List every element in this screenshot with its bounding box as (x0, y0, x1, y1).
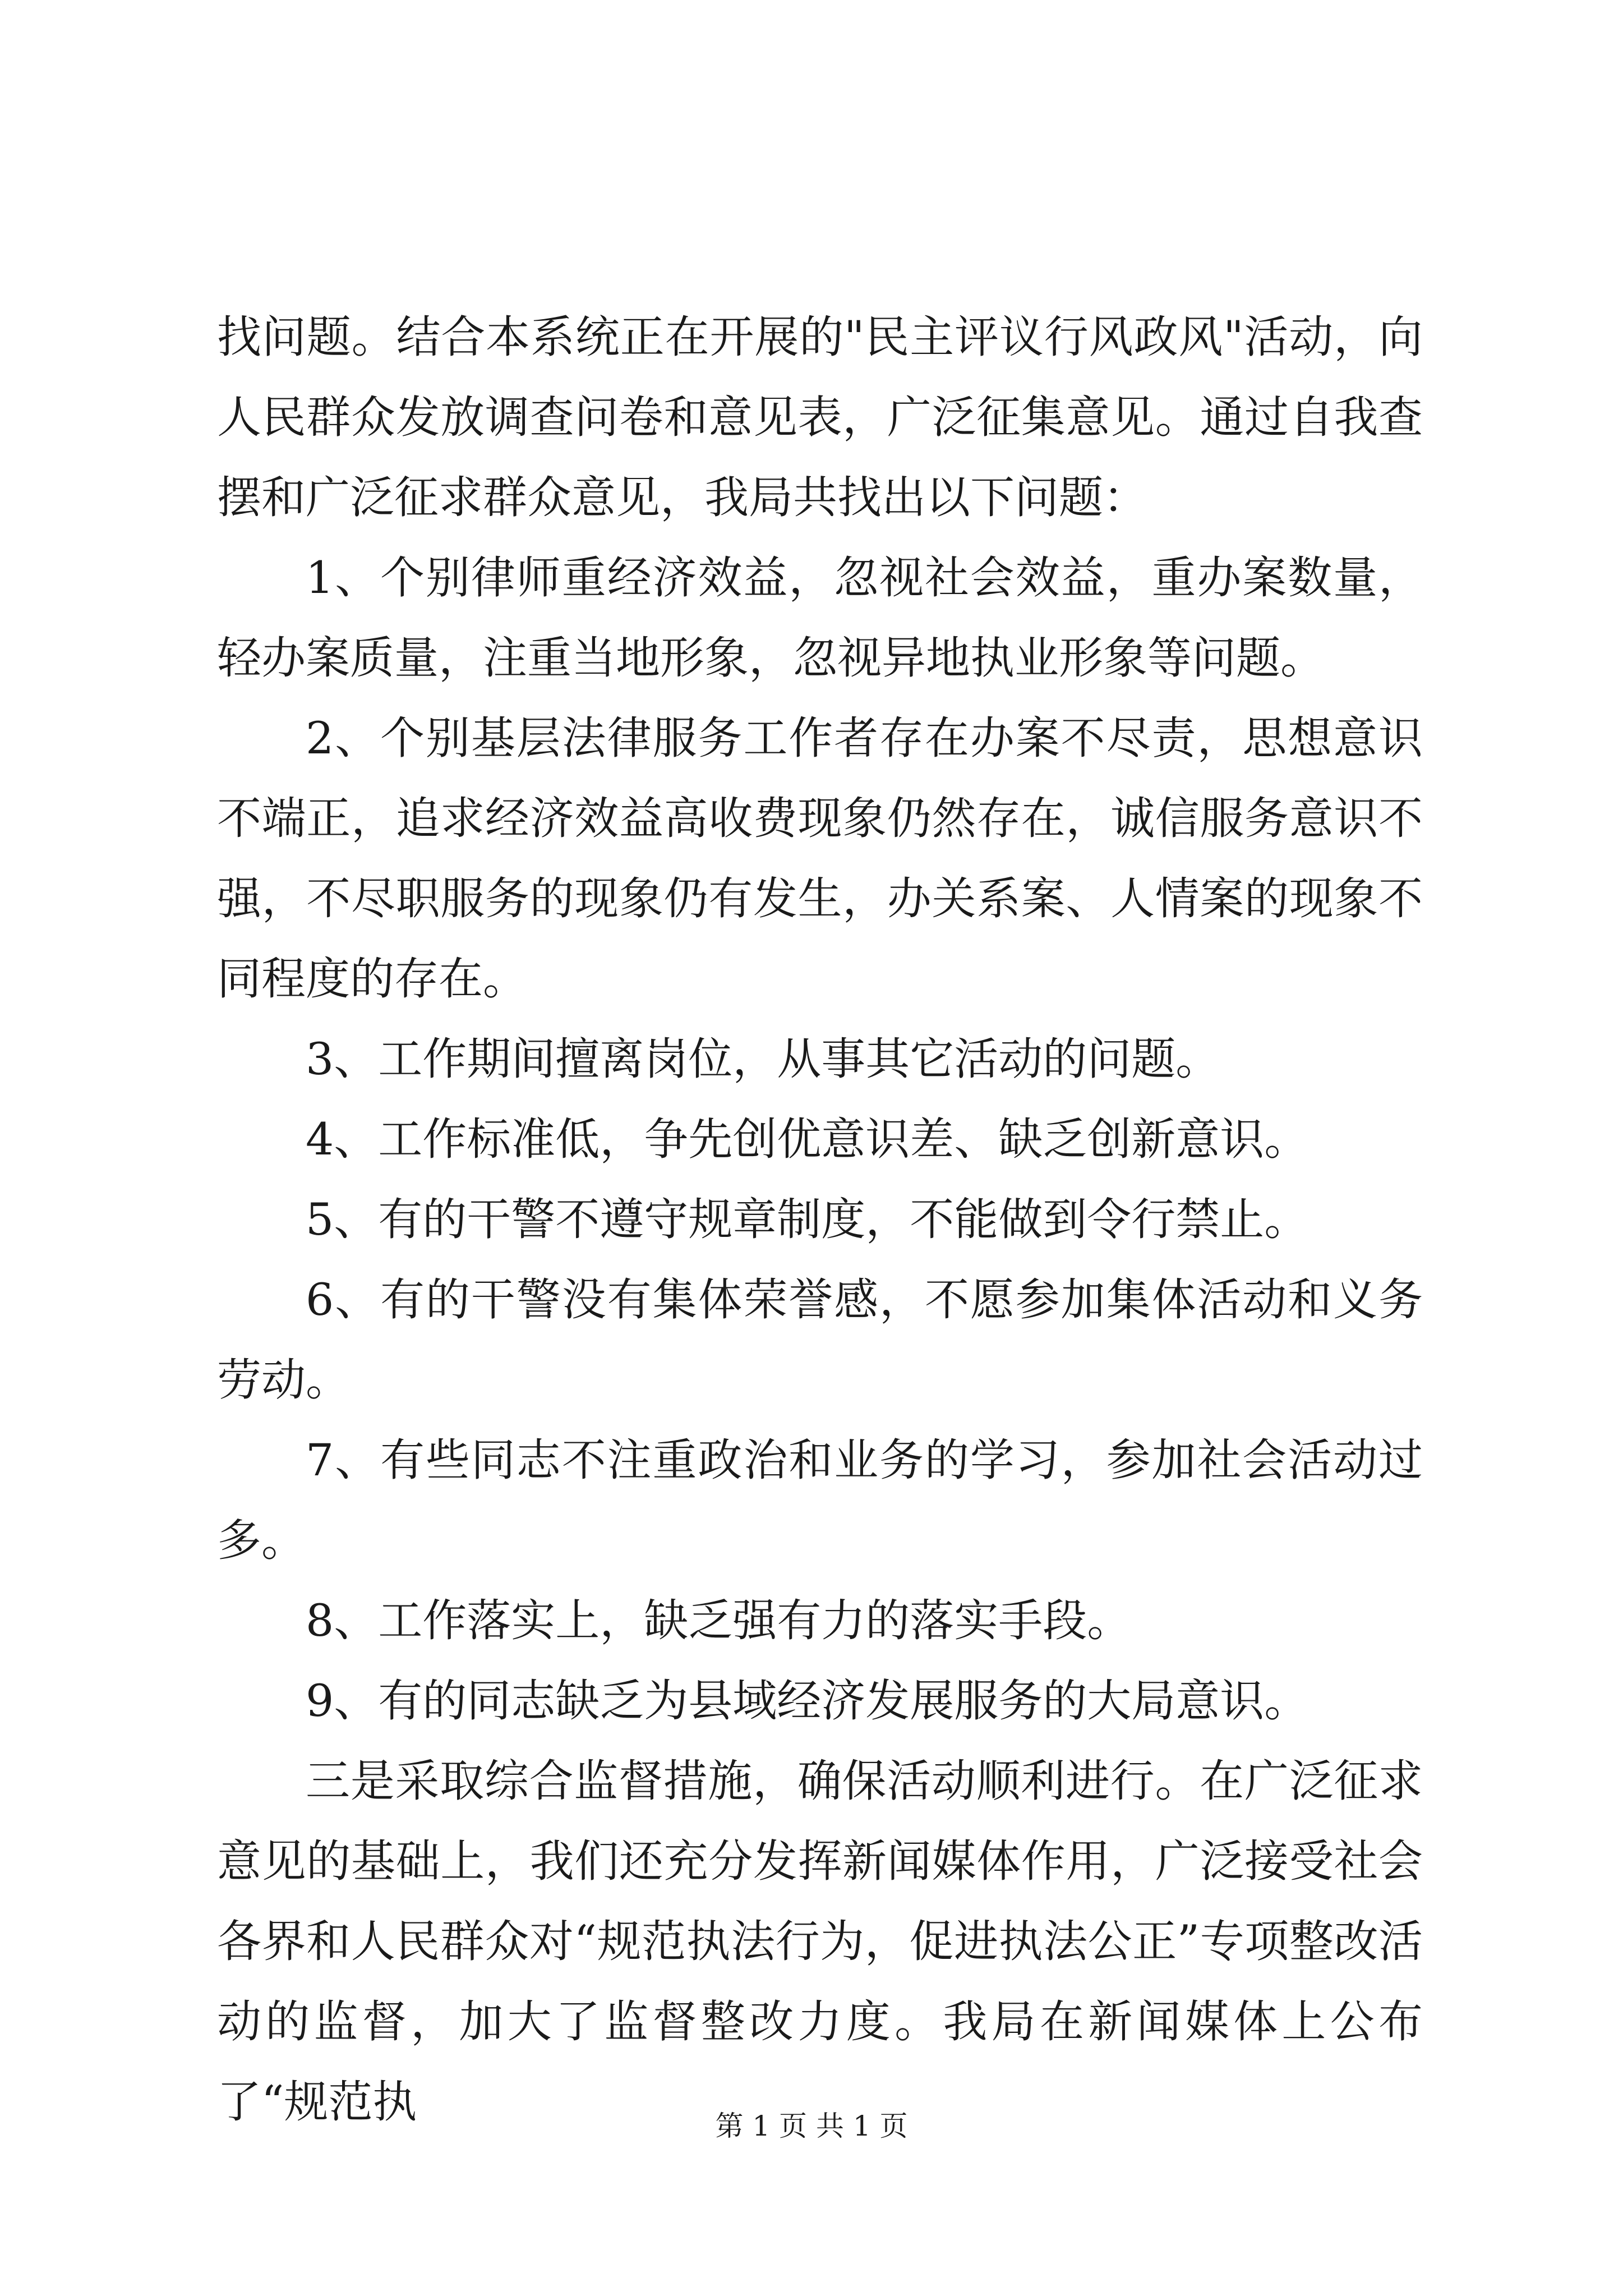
paragraph-item-8: 8、工作落实上，缺乏强有力的落实手段。 (306, 1595, 1132, 1646)
paragraph-item-2: 2、个别基层法律服务工作者存在办案不尽责，思想意识不端正，追求经济效益高收费现象仍然存在，诚信服务意识不强，不尽职服务的现象仍有发生，办关系案、人情案的现象不同程度的存在。 (217, 712, 1423, 1005)
document-body (217, 297, 1423, 2142)
paragraph-item-7: 7、有些同志不注重政治和业务的学习，参加社会活动过多。 (217, 1434, 1423, 1566)
paragraph-item-6: 6、有的干警没有集体荣誉感，不愿参加集体活动和义务劳动。 (217, 1274, 1423, 1406)
paragraph-item-9: 9、有的同志缺乏为县域经济发展服务的大局意识。 (306, 1675, 1309, 1727)
page-footer (0, 2109, 1623, 2143)
paragraph-item-1: 1、个别律师重经济效益，忽视社会效益，重办案数量，轻办案质量，注重当地形象，忽视异地执业形象等问题。 (217, 552, 1423, 684)
paragraph-item-3: 3、工作期间擅离岗位，从事其它活动的问题。 (306, 1033, 1220, 1085)
paragraph-item-4: 4、工作标准低，争先创优意识差、缺乏创新意识。 (306, 1114, 1309, 1165)
paragraph-item-5: 5、有的干警不遵守规章制度，不能做到令行禁止。 (306, 1194, 1309, 1245)
page-number-label: 第 1 页 共 1 页 (715, 2110, 908, 2142)
paragraph-intro: 找问题。结合本系统正在开展的"民主评议行风政风"活动，向人民群众发放调查问卷和意见表，广泛征集意见。通过自我查摆和广泛征求群众意见，我局共找出以下问题： (217, 311, 1423, 523)
paragraph-supervision: 三是采取综合监督措施，确保活动顺利进行。在广泛征求意见的基础上，我们还充分发挥新闻媒体作用，广泛接受社会各界和人民群众对“规范执法行为，促进执法公正”专项整改活动的监督，加大了监督整改力度。我局在新闻媒体上公布了“规范执 (217, 1755, 1423, 2128)
